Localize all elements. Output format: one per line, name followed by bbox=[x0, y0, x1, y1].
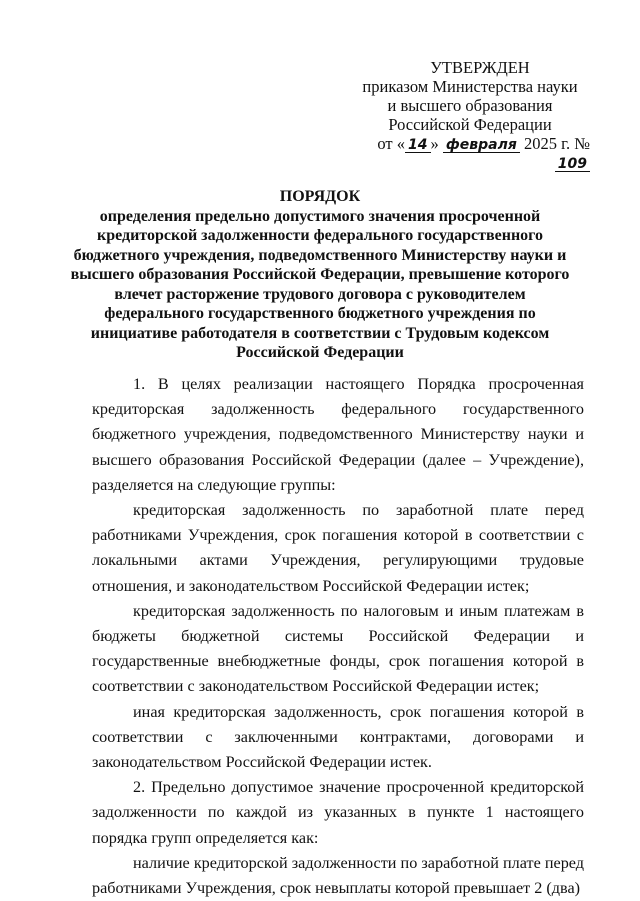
year-text: 2025 г. № bbox=[523, 134, 590, 153]
approval-heading: УТВЕРЖДЕН bbox=[430, 58, 530, 77]
paragraph: 1. В целях реализации настоящего Порядка просроченная кредиторская задолженность федерального государственного бюджетного учреждения, подведомственного Министерству науки и высшего образования Российской Федерации (далее – Учреждение), разделяется на следующие группы: bbox=[92, 375, 584, 494]
paragraph: кредиторская задолженность по заработной плате перед работниками Учреждения, срок погашения которой в соответствии с локальными актами Учреждения, регулирующими трудовые отношения, и законодательством Российской Федерации истек; bbox=[92, 501, 584, 595]
document-title bbox=[70, 187, 570, 363]
approval-line-3: Российской Федерации bbox=[388, 115, 552, 134]
paragraph: 2. Предельно допустимое значение просроченной кредиторской задолженности по каждой из указанных в пункте 1 настоящего порядка групп определяется как: bbox=[92, 778, 584, 847]
approval-line-2: и высшего образования bbox=[387, 96, 553, 115]
paragraph: иная кредиторская задолженность, срок погашения которой в соответствии с заключенными контрактами, договорами и законодательством Российской Федерации истек. bbox=[92, 702, 584, 772]
title-heading: ПОРЯДОК bbox=[279, 188, 361, 205]
handwritten-number: 109 bbox=[555, 157, 590, 172]
approval-line-1: приказом Министерства науки bbox=[362, 77, 578, 96]
approval-block bbox=[350, 58, 590, 172]
approval-date-line bbox=[350, 134, 590, 172]
paragraph: кредиторская задолженность по налоговым и иным платежам в бюджеты бюджетной системы Российской Федерации и государственные внебюджетные фонды, срок погашения которой в соответствии с законодательством Российской Федерации истек; bbox=[92, 601, 584, 696]
date-prefix: от « bbox=[377, 134, 406, 153]
handwritten-month: февраля bbox=[443, 138, 520, 153]
date-mid: » bbox=[430, 134, 439, 153]
title-subtitle: определения предельно допустимого значения просроченной кредиторской задолженности федерального государственного бюджетного учреждения, подведомственного Министерству науки и высшего образования Российской Федерации, превышение которого влечет расторжение трудового договора с руководителем федерального государственного бюджетного учреждения по инициативе работодателя в соответствии с Трудовым кодексом Российской Федерации bbox=[70, 207, 570, 361]
handwritten-day: 14 bbox=[405, 138, 430, 153]
document-body bbox=[92, 372, 584, 901]
paragraph: наличие кредиторской задолженности по заработной плате перед работниками Учреждения, срок невыплаты которой превышает 2 (два) bbox=[92, 853, 584, 898]
